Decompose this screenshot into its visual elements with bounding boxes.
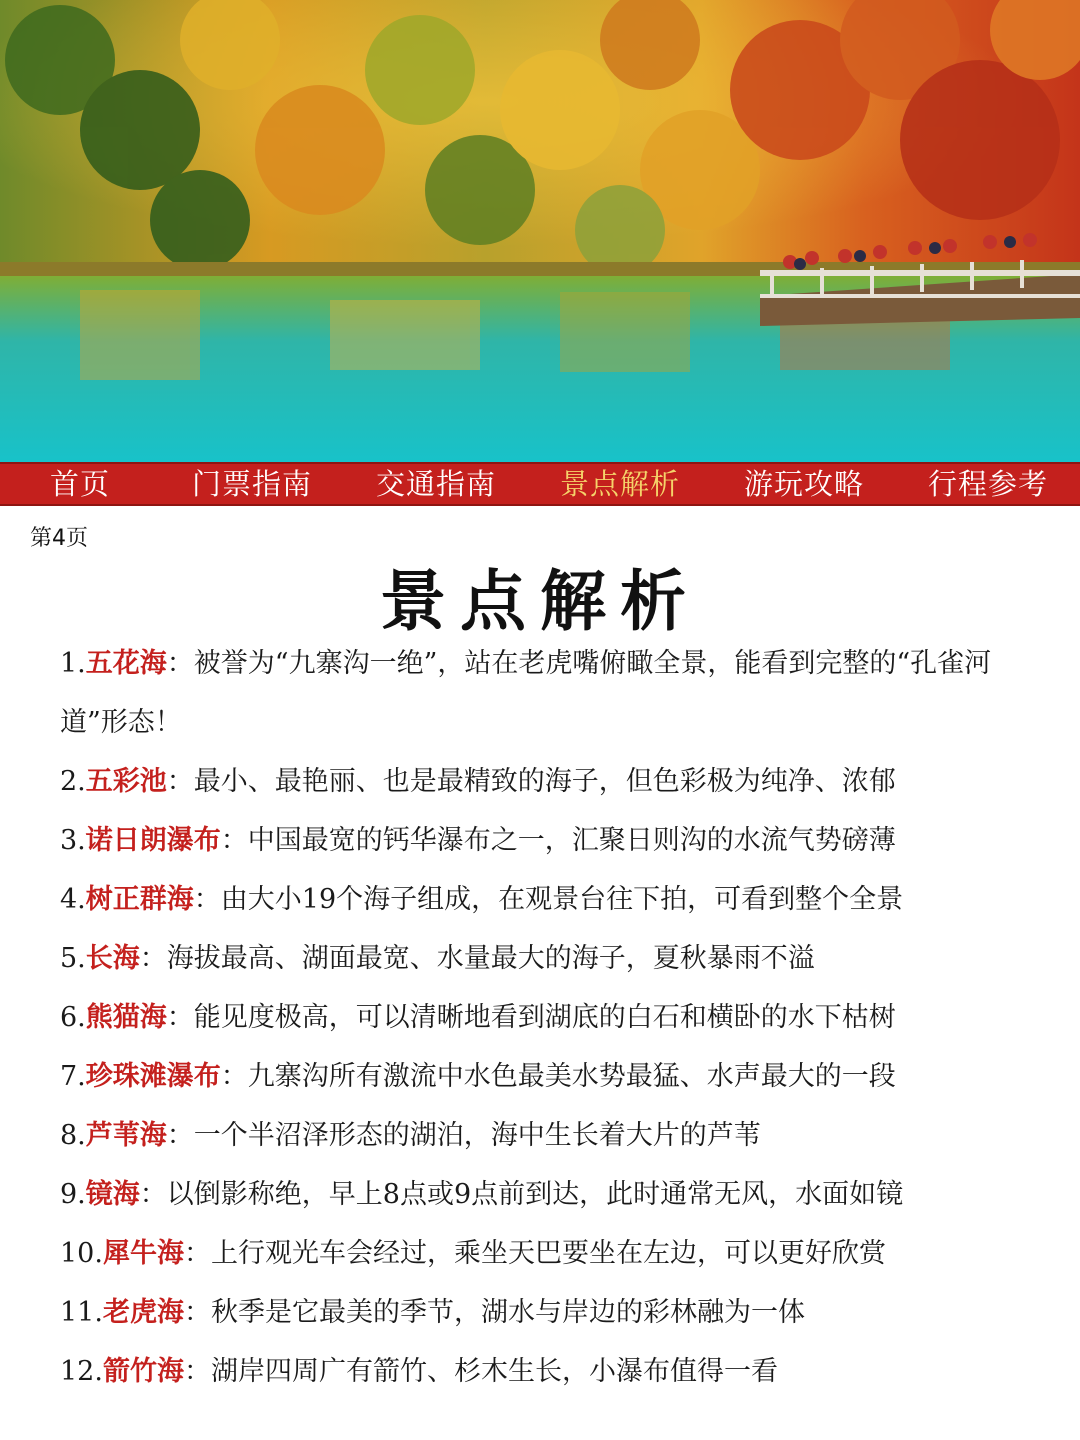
spot-description: 一个半沼泽形态的湖泊，海中生长着大片的芦苇 [193,1120,761,1151]
separator: ： [166,648,194,679]
nav-ticket-guide[interactable]: 门票指南 [191,467,312,501]
separator: ： [166,1002,194,1033]
spot-description: 海拔最高、湖面最宽、水量最大的海子，夏秋暴雨不溢 [166,943,815,974]
spot-description: 最小、最艳丽、也是最精致的海子，但色彩极为纯净、浓郁 [193,766,896,797]
spot-name: 熊猫海 [85,1002,167,1033]
separator: ： [183,1238,211,1269]
list-item [60,1342,1040,1401]
separator: ： [220,825,248,856]
list-item [60,811,1040,870]
item-number: 11. [60,1297,103,1328]
nav-tour-tips[interactable]: 游玩攻略 [743,467,864,501]
spot-description: 上行观光车会经过，乘坐天巴要坐在左边，可以更好欣赏 [210,1238,886,1269]
spot-description: 能见度极高，可以清晰地看到湖底的白石和横卧的水下枯树 [193,1002,896,1033]
spot-name: 珍珠滩瀑布 [85,1061,221,1092]
item-number: 3. [60,825,86,856]
hero-landscape-image [0,0,1080,462]
separator: ： [166,1120,194,1151]
item-number: 12. [60,1356,103,1387]
list-item [60,929,1040,988]
spot-description: 由大小19个海子组成，在观景台往下拍，可看到整个全景 [220,884,904,915]
list-item [60,988,1040,1047]
separator: ： [139,943,167,974]
list-item [60,1047,1040,1106]
list-item [60,752,1040,811]
item-number: 5. [60,943,86,974]
spot-description: 九寨沟所有激流中水色最美水势最猛、水声最大的一段 [247,1061,896,1092]
list-item [60,870,1040,929]
item-number: 9. [60,1179,86,1210]
item-number: 1. [60,648,86,679]
spot-name: 诺日朗瀑布 [85,825,221,856]
spot-name: 镜海 [85,1179,140,1210]
nav-transport-guide[interactable]: 交通指南 [375,467,496,501]
list-item [60,1165,1040,1224]
item-number: 10. [60,1238,103,1269]
nav-attractions[interactable]: 景点解析 [559,467,680,501]
list-item [60,1224,1040,1283]
spot-name: 五彩池 [85,766,167,797]
page-number: 第4页 [30,526,88,551]
item-number: 8. [60,1120,86,1151]
spot-description: 以倒影称绝，早上8点或9点前到达，此时通常无风，水面如镜 [166,1179,904,1210]
spot-name: 芦苇海 [85,1120,167,1151]
spot-description: 秋季是它最美的季节，湖水与岸边的彩林融为一体 [210,1297,805,1328]
item-number: 2. [60,766,86,797]
spot-description: 被誉为“九寨沟一绝”，站在老虎嘴俯瞰全景，能看到完整的“孔雀河道”形态！ [60,648,992,738]
spot-description: 湖岸四周广有箭竹、杉木生长，小瀑布值得一看 [210,1356,778,1387]
spot-description: 中国最宽的钙华瀑布之一，汇聚日则沟的水流气势磅薄 [247,825,896,856]
attractions-list [60,634,1040,1401]
spot-name: 犀牛海 [102,1238,184,1269]
separator: ： [193,884,221,915]
separator: ： [220,1061,248,1092]
list-item [60,634,1040,752]
separator: ： [183,1297,211,1328]
separator: ： [166,766,194,797]
item-number: 6. [60,1002,86,1033]
spot-name: 树正群海 [85,884,194,915]
spot-name: 箭竹海 [102,1356,184,1387]
item-number: 7. [60,1061,86,1092]
page-title: 景点解析 [380,562,700,640]
nav-home[interactable]: 首页 [49,467,110,501]
list-item [60,1283,1040,1342]
separator: ： [139,1179,167,1210]
list-item [60,1106,1040,1165]
spot-name: 五花海 [85,648,167,679]
nav-itinerary[interactable]: 行程参考 [927,467,1048,501]
spot-name: 老虎海 [102,1297,184,1328]
separator: ： [183,1356,211,1387]
item-number: 4. [60,884,86,915]
top-nav [0,462,1080,506]
spot-name: 长海 [85,943,140,974]
